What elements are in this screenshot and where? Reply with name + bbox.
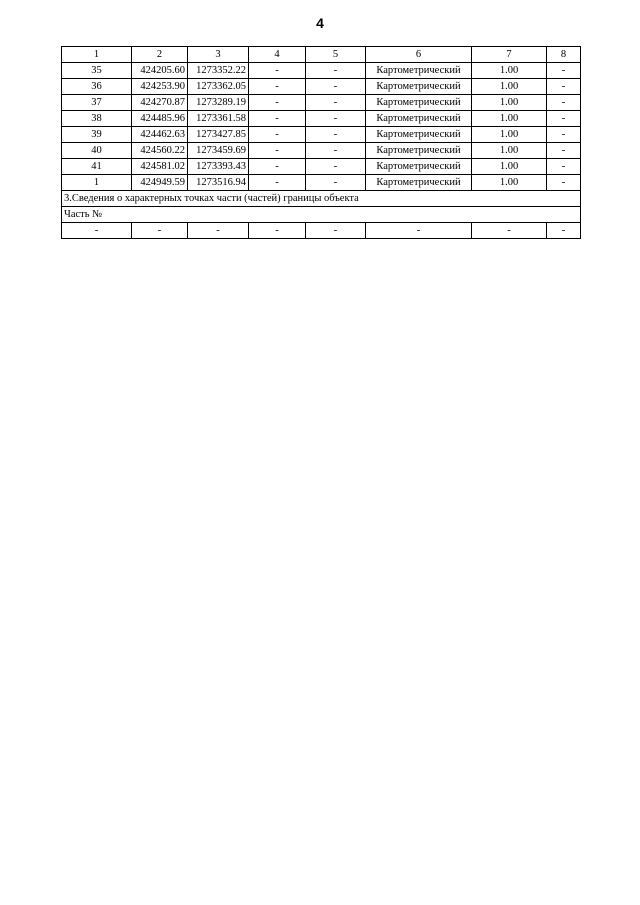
point-number: 35 bbox=[62, 63, 132, 79]
cell-col5: - bbox=[306, 159, 366, 175]
column-header: 4 bbox=[249, 47, 306, 63]
coord-x: 424270.87 bbox=[132, 95, 188, 111]
point-number: 39 bbox=[62, 127, 132, 143]
cell-col5: - bbox=[306, 127, 366, 143]
table-row bbox=[62, 79, 581, 95]
method: Картометрический bbox=[366, 175, 472, 191]
coord-x: 424205.60 bbox=[132, 63, 188, 79]
method: Картометрический bbox=[366, 127, 472, 143]
cell-col5: - bbox=[306, 143, 366, 159]
cell-col4: - bbox=[249, 95, 306, 111]
accuracy: 1.00 bbox=[472, 63, 547, 79]
empty-cell: - bbox=[472, 223, 547, 239]
column-header: 5 bbox=[306, 47, 366, 63]
method: Картометрический bbox=[366, 63, 472, 79]
cell-col8: - bbox=[547, 127, 581, 143]
cell-col4: - bbox=[249, 63, 306, 79]
point-number: 41 bbox=[62, 159, 132, 175]
coord-y: 1273361.58 bbox=[188, 111, 249, 127]
boundary-points-table bbox=[61, 46, 581, 239]
accuracy: 1.00 bbox=[472, 143, 547, 159]
cell-col5: - bbox=[306, 79, 366, 95]
empty-cell: - bbox=[249, 223, 306, 239]
table-row bbox=[62, 159, 581, 175]
method: Картометрический bbox=[366, 95, 472, 111]
empty-cell: - bbox=[366, 223, 472, 239]
method: Картометрический bbox=[366, 79, 472, 95]
column-header: 3 bbox=[188, 47, 249, 63]
empty-cell: - bbox=[62, 223, 132, 239]
coord-y: 1273516.94 bbox=[188, 175, 249, 191]
cell-col4: - bbox=[249, 175, 306, 191]
point-number: 1 bbox=[62, 175, 132, 191]
method: Картометрический bbox=[366, 111, 472, 127]
accuracy: 1.00 bbox=[472, 159, 547, 175]
coord-x: 424949.59 bbox=[132, 175, 188, 191]
accuracy: 1.00 bbox=[472, 111, 547, 127]
cell-col8: - bbox=[547, 159, 581, 175]
cell-col5: - bbox=[306, 95, 366, 111]
table-row bbox=[62, 63, 581, 79]
column-header: 6 bbox=[366, 47, 472, 63]
cell-col5: - bbox=[306, 63, 366, 79]
empty-cell: - bbox=[547, 223, 581, 239]
empty-cell: - bbox=[132, 223, 188, 239]
table-row bbox=[62, 175, 581, 191]
column-header: 7 bbox=[472, 47, 547, 63]
cell-col8: - bbox=[547, 63, 581, 79]
empty-cell: - bbox=[188, 223, 249, 239]
table-row bbox=[62, 111, 581, 127]
cell-col5: - bbox=[306, 111, 366, 127]
empty-cell: - bbox=[306, 223, 366, 239]
page-number: 4 bbox=[316, 15, 324, 31]
cell-col5: - bbox=[306, 175, 366, 191]
point-number: 40 bbox=[62, 143, 132, 159]
table-row bbox=[62, 127, 581, 143]
cell-col8: - bbox=[547, 143, 581, 159]
cell-col8: - bbox=[547, 79, 581, 95]
coord-x: 424253.90 bbox=[132, 79, 188, 95]
cell-col4: - bbox=[249, 79, 306, 95]
accuracy: 1.00 bbox=[472, 95, 547, 111]
column-header: 1 bbox=[62, 47, 132, 63]
coord-y: 1273352.22 bbox=[188, 63, 249, 79]
part-label-row bbox=[62, 207, 581, 223]
table-row bbox=[62, 143, 581, 159]
accuracy: 1.00 bbox=[472, 127, 547, 143]
coord-x: 424581.02 bbox=[132, 159, 188, 175]
cell-col4: - bbox=[249, 127, 306, 143]
table-row bbox=[62, 95, 581, 111]
cell-col4: - bbox=[249, 159, 306, 175]
method: Картометрический bbox=[366, 143, 472, 159]
coord-x: 424462.63 bbox=[132, 127, 188, 143]
cell-col4: - bbox=[249, 111, 306, 127]
column-header: 2 bbox=[132, 47, 188, 63]
method: Картометрический bbox=[366, 159, 472, 175]
table-header-row bbox=[62, 47, 581, 63]
coord-y: 1273362.05 bbox=[188, 79, 249, 95]
section-title-row bbox=[62, 191, 581, 207]
part-label: Часть № bbox=[62, 207, 581, 223]
coord-y: 1273427.85 bbox=[188, 127, 249, 143]
accuracy: 1.00 bbox=[472, 175, 547, 191]
cell-col8: - bbox=[547, 95, 581, 111]
cell-col8: - bbox=[547, 175, 581, 191]
section-title: 3.Сведения о характерных точках части (частей) границы объекта bbox=[62, 191, 581, 207]
point-number: 38 bbox=[62, 111, 132, 127]
column-header: 8 bbox=[547, 47, 581, 63]
coord-y: 1273459.69 bbox=[188, 143, 249, 159]
coord-y: 1273289.19 bbox=[188, 95, 249, 111]
coord-y: 1273393.43 bbox=[188, 159, 249, 175]
accuracy: 1.00 bbox=[472, 79, 547, 95]
empty-part-row bbox=[62, 223, 581, 239]
point-number: 36 bbox=[62, 79, 132, 95]
coord-x: 424560.22 bbox=[132, 143, 188, 159]
cell-col4: - bbox=[249, 143, 306, 159]
point-number: 37 bbox=[62, 95, 132, 111]
coord-x: 424485.96 bbox=[132, 111, 188, 127]
cell-col8: - bbox=[547, 111, 581, 127]
